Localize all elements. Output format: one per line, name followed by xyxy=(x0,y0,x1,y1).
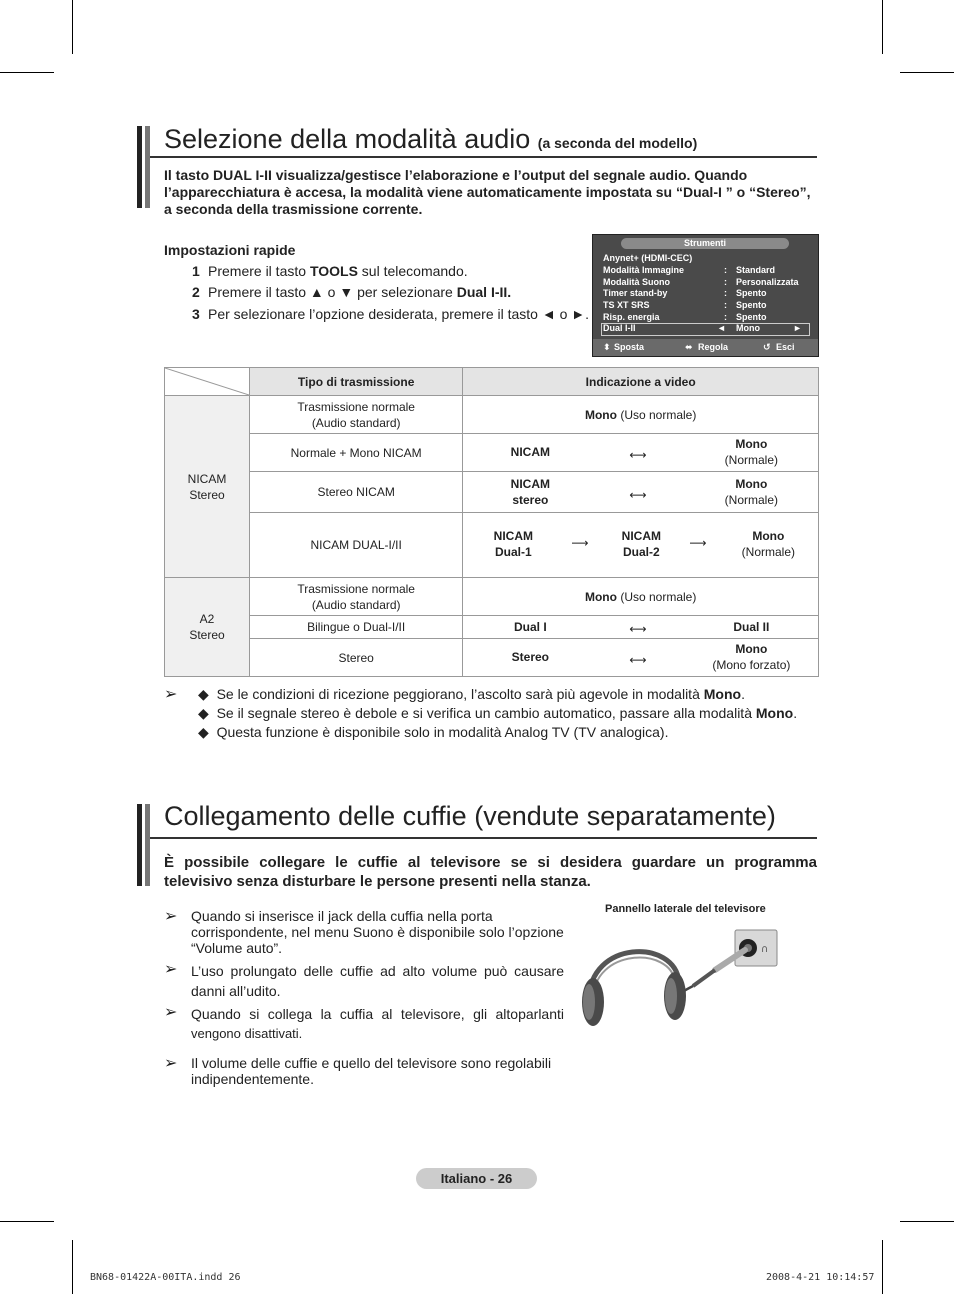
leftright-icon: ⬌ xyxy=(685,342,693,352)
section-marker-bar xyxy=(137,804,142,886)
note-item: Quando si inserisce il jack della cuffia nella porta corrispondente, nel menu Suono è disponibile solo l’opzione “Volume auto”. xyxy=(191,908,564,956)
bullet-icon: ◆ xyxy=(198,705,209,721)
display-cell: NICAM ⟷ Mono (Normale) xyxy=(463,434,819,472)
display-cell: NICAM stereo ⟷ Mono (Normale) xyxy=(463,472,819,513)
crop-mark xyxy=(0,72,54,73)
display-cell: NICAM Dual-1 ⟶ NICAM Dual-2 ⟶ Mono (Normale) xyxy=(463,513,819,578)
col-header: Indicazione a video xyxy=(463,368,819,396)
note-arrow-icon: ➢ xyxy=(164,961,178,978)
table-row xyxy=(165,513,819,578)
table-row xyxy=(165,578,819,616)
footer-file: BN68-01422A-00ITA.indd 26 xyxy=(90,1272,241,1283)
note-item: Il volume delle cuffie e quello del televisore sono regolabili indipendentemente. xyxy=(191,1055,552,1087)
display-cell: Mono (Uso normale) xyxy=(463,396,819,434)
right-arrow-icon: ► xyxy=(793,323,802,333)
section-title-headphones: Collegamento delle cuffie (vendute separatamente) xyxy=(164,801,776,831)
note-bullet-item: ◆ Se il segnale stereo è debole e si verifica un cambio automatico, passare alla modalità Mono. xyxy=(198,705,798,721)
corner-diagonal xyxy=(165,368,249,395)
type-cell: Stereo xyxy=(250,639,463,677)
step-1: 1 Premere il tasto TOOLS sul telecomando. xyxy=(192,263,468,279)
updown-icon: ⬍ xyxy=(603,342,611,352)
table-header-row xyxy=(165,368,819,396)
osd-row: Anynet+ (HDMI-CEC) xyxy=(603,253,693,263)
section-marker-bar xyxy=(137,126,142,208)
title-rule xyxy=(150,837,817,839)
section-marker-bar xyxy=(145,804,150,886)
title-rule xyxy=(150,156,817,158)
note-item: Quando si collega la cuffia al televisore, gli altoparlanti vengono disattivati. xyxy=(191,1006,564,1041)
title-subtitle: (a seconda del modello) xyxy=(537,135,698,151)
bullet-icon: ◆ xyxy=(198,686,209,702)
double-arrow-icon: ⟷ xyxy=(629,653,647,667)
right-arrow-icon: ⟶ xyxy=(689,536,707,550)
crop-mark xyxy=(882,1240,883,1294)
note-arrow-icon: ➢ xyxy=(164,1055,178,1072)
footer-date: 2008-4-21 10:14:57 xyxy=(766,1272,875,1283)
osd-row: Modalità Suono : Personalizzata xyxy=(603,277,799,287)
col-header: Tipo di trasmissione xyxy=(250,368,463,396)
figure-caption: Pannello laterale del televisore xyxy=(605,903,766,915)
osd-row: Timer stand-by : Spento xyxy=(603,288,767,298)
osd-row-dual: Dual I-II ◄ Mono ► xyxy=(603,323,802,333)
tools-osd-menu xyxy=(592,234,819,357)
broadcast-table xyxy=(164,367,819,677)
double-arrow-icon: ⟷ xyxy=(629,622,647,636)
note-bullet-item: ◆ Se le condizioni di ricezione peggiorano, l’ascolto sarà più agevole in modalità Mono. xyxy=(198,686,745,702)
table-row xyxy=(165,396,819,434)
double-arrow-icon: ⟷ xyxy=(629,448,647,462)
intro-line: a seconda della trasmissione corrente. xyxy=(164,201,423,217)
crop-mark xyxy=(882,0,883,54)
title-text: Selezione della modalità audio xyxy=(164,124,531,154)
quick-settings-heading: Impostazioni rapide xyxy=(164,242,296,258)
crop-mark xyxy=(72,1240,73,1294)
section-marker-bar xyxy=(145,126,150,208)
svg-text:∩: ∩ xyxy=(761,944,769,955)
section-intro: È possibile collegare le cuffie al televisore se si desidera guardare un programma televisivo senza disturbare le persone presenti nella stanza. xyxy=(164,854,817,890)
type-cell: Trasmissione normale (Audio standard) xyxy=(250,578,463,616)
display-cell: Mono (Uso normale) xyxy=(463,578,819,616)
table-row xyxy=(165,639,819,677)
step-2: 2 Premere il tasto ▲ o ▼ per selezionare Dual I-II. xyxy=(192,284,512,300)
osd-adjust-label: Regola xyxy=(698,342,729,352)
page-number-label: Italiano - 26 xyxy=(416,1168,537,1189)
right-arrow-icon: ⟶ xyxy=(571,536,589,550)
section-intro xyxy=(164,167,824,218)
type-cell: Normale + Mono NICAM xyxy=(250,434,463,472)
left-arrow-icon: ◄ xyxy=(717,323,726,333)
return-icon: ↺ xyxy=(763,342,771,352)
intro-line: Il tasto DUAL I-II visualizza/gestisce l’elaborazione e l’output del segnale audio. Quando xyxy=(164,167,748,183)
crop-mark xyxy=(900,1221,954,1222)
crop-mark xyxy=(900,72,954,73)
note-arrow-icon: ➢ xyxy=(164,686,178,703)
group-cell: NICAM Stereo xyxy=(165,396,250,578)
crop-mark xyxy=(0,1221,54,1222)
bullet-icon: ◆ xyxy=(198,724,209,740)
intro-line: l’apparecchiatura è accesa, la modalità viene automaticamente impostata su “Dual-I ” o “Stereo”, xyxy=(164,184,811,200)
osd-exit-label: Esci xyxy=(776,342,795,352)
headphones-illustration xyxy=(575,920,785,1032)
crop-mark xyxy=(72,0,73,54)
note-arrow-icon: ➢ xyxy=(164,908,178,925)
group-cell: A2 Stereo xyxy=(165,578,250,677)
osd-title: Strumenti xyxy=(621,238,789,249)
type-cell: Trasmissione normale (Audio standard) xyxy=(250,396,463,434)
osd-row: Modalità Immagine : Standard xyxy=(603,265,776,275)
type-cell: NICAM DUAL-I/II xyxy=(250,513,463,578)
table-row xyxy=(165,472,819,513)
section-title-audio xyxy=(164,124,697,155)
type-cell: Bilingue o Dual-I/II xyxy=(250,616,463,639)
step-3: 3 Per selezionare l’opzione desiderata, premere il tasto ◄ o ►. xyxy=(192,306,590,322)
display-cell: Stereo ⟷ Mono (Mono forzato) xyxy=(463,639,819,677)
table-corner xyxy=(165,368,250,396)
osd-row: Risp. energia : Spento xyxy=(603,312,767,322)
note-arrow-icon: ➢ xyxy=(164,1004,178,1021)
osd-move-label: Sposta xyxy=(614,342,645,352)
note-item: L’uso prolungato delle cuffie ad alto volume può causare danni all’udito. xyxy=(191,963,564,999)
display-cell: Dual I ⟷ Dual II xyxy=(463,616,819,639)
note-bullet-item: ◆ Questa funzione è disponibile solo in modalità Analog TV (TV analogica). xyxy=(198,724,669,740)
osd-footer xyxy=(593,339,818,356)
type-cell: Stereo NICAM xyxy=(250,472,463,513)
osd-row: TS XT SRS : Spento xyxy=(603,300,767,310)
table-row xyxy=(165,434,819,472)
table-row xyxy=(165,616,819,639)
double-arrow-icon: ⟷ xyxy=(629,488,647,502)
